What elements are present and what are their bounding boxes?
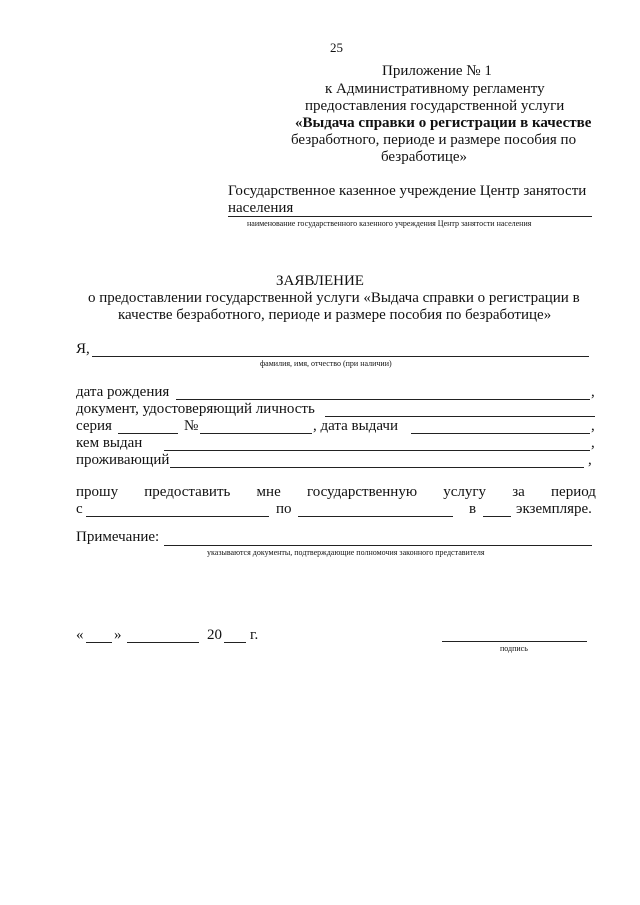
note-caption: указываются документы, подтверждающие полномочия законного представителя	[207, 548, 485, 557]
to-label: по	[276, 501, 292, 517]
request-word-4: государственную	[306, 484, 418, 500]
statement-line-1: о предоставлении государственной услуги «Выдача справки о регистрации в	[88, 290, 580, 306]
date-open-quote: «	[76, 627, 84, 643]
page-number: 25	[330, 40, 343, 55]
series-comma: ,	[591, 418, 595, 434]
fio-field[interactable]	[92, 356, 589, 357]
request-word-2: предоставить	[144, 484, 231, 500]
residing-label: проживающий	[76, 452, 170, 468]
issued-by-comma: ,	[591, 435, 595, 451]
copies-label: экземпляре.	[516, 501, 592, 517]
document-field[interactable]	[325, 416, 595, 417]
note-label: Примечание:	[76, 529, 160, 545]
date-close-quote: »	[114, 627, 122, 643]
signature-caption: подпись	[500, 644, 528, 653]
number-label: №	[184, 418, 199, 434]
birth-label: дата рождения	[76, 384, 170, 400]
request-row	[76, 484, 596, 501]
institution-caption: наименование государственного казенного учреждения Центр занятости населения	[247, 219, 532, 228]
year-suffix: г.	[250, 627, 259, 643]
copies-field[interactable]	[483, 516, 511, 517]
from-label: с	[76, 501, 83, 517]
from-field[interactable]	[86, 516, 269, 517]
i-label: Я,	[76, 341, 90, 357]
residing-field[interactable]	[170, 467, 584, 468]
birth-date-field[interactable]	[176, 399, 590, 400]
residing-comma: ,	[588, 452, 592, 468]
request-word-5: услугу	[443, 484, 487, 500]
fio-caption: фамилия, имя, отчество (при наличии)	[260, 359, 392, 368]
year-prefix: 20	[207, 627, 222, 643]
institution-underline	[228, 216, 592, 217]
request-word-7: период	[551, 484, 596, 500]
to-field[interactable]	[298, 516, 453, 517]
request-word-6: за	[512, 484, 525, 500]
day-field[interactable]	[86, 642, 112, 643]
appendix-line-3: «Выдача справки о регистрации в качестве	[295, 115, 592, 131]
issue-date-field[interactable]	[411, 433, 590, 434]
statement-title: ЗАЯВЛЕНИЕ	[276, 273, 364, 289]
series-field[interactable]	[118, 433, 178, 434]
note-field[interactable]	[164, 545, 592, 546]
issued-by-field[interactable]	[164, 450, 590, 451]
issue-date-label: , дата выдачи	[313, 418, 398, 434]
institution-line-1: Государственное казенное учреждение Центр занятости	[228, 183, 587, 199]
appendix-title: Приложение № 1	[382, 63, 492, 79]
document-label: документ, удостоверяющий личность	[76, 401, 315, 417]
appendix-line-2: предоставления государственной услуги	[305, 98, 565, 114]
request-word-1: прошу	[76, 484, 119, 500]
statement-line-2: качестве безработного, периоде и размере пособия по безработице»	[118, 307, 552, 323]
issued-by-label: кем выдан	[76, 435, 143, 451]
in-label: в	[469, 501, 477, 517]
appendix-line-1: к Административному регламенту	[325, 81, 545, 97]
birth-comma: ,	[591, 384, 595, 400]
signature-field[interactable]	[442, 641, 587, 642]
series-label: серия	[76, 418, 112, 434]
year-field[interactable]	[224, 642, 246, 643]
month-field[interactable]	[127, 642, 199, 643]
appendix-line-5: безработице»	[381, 149, 468, 165]
request-word-3: мне	[256, 484, 281, 500]
number-field[interactable]	[200, 433, 312, 434]
institution-line-2: населения	[228, 200, 294, 216]
appendix-line-4: безработного, периоде и размере пособия по	[291, 132, 577, 148]
